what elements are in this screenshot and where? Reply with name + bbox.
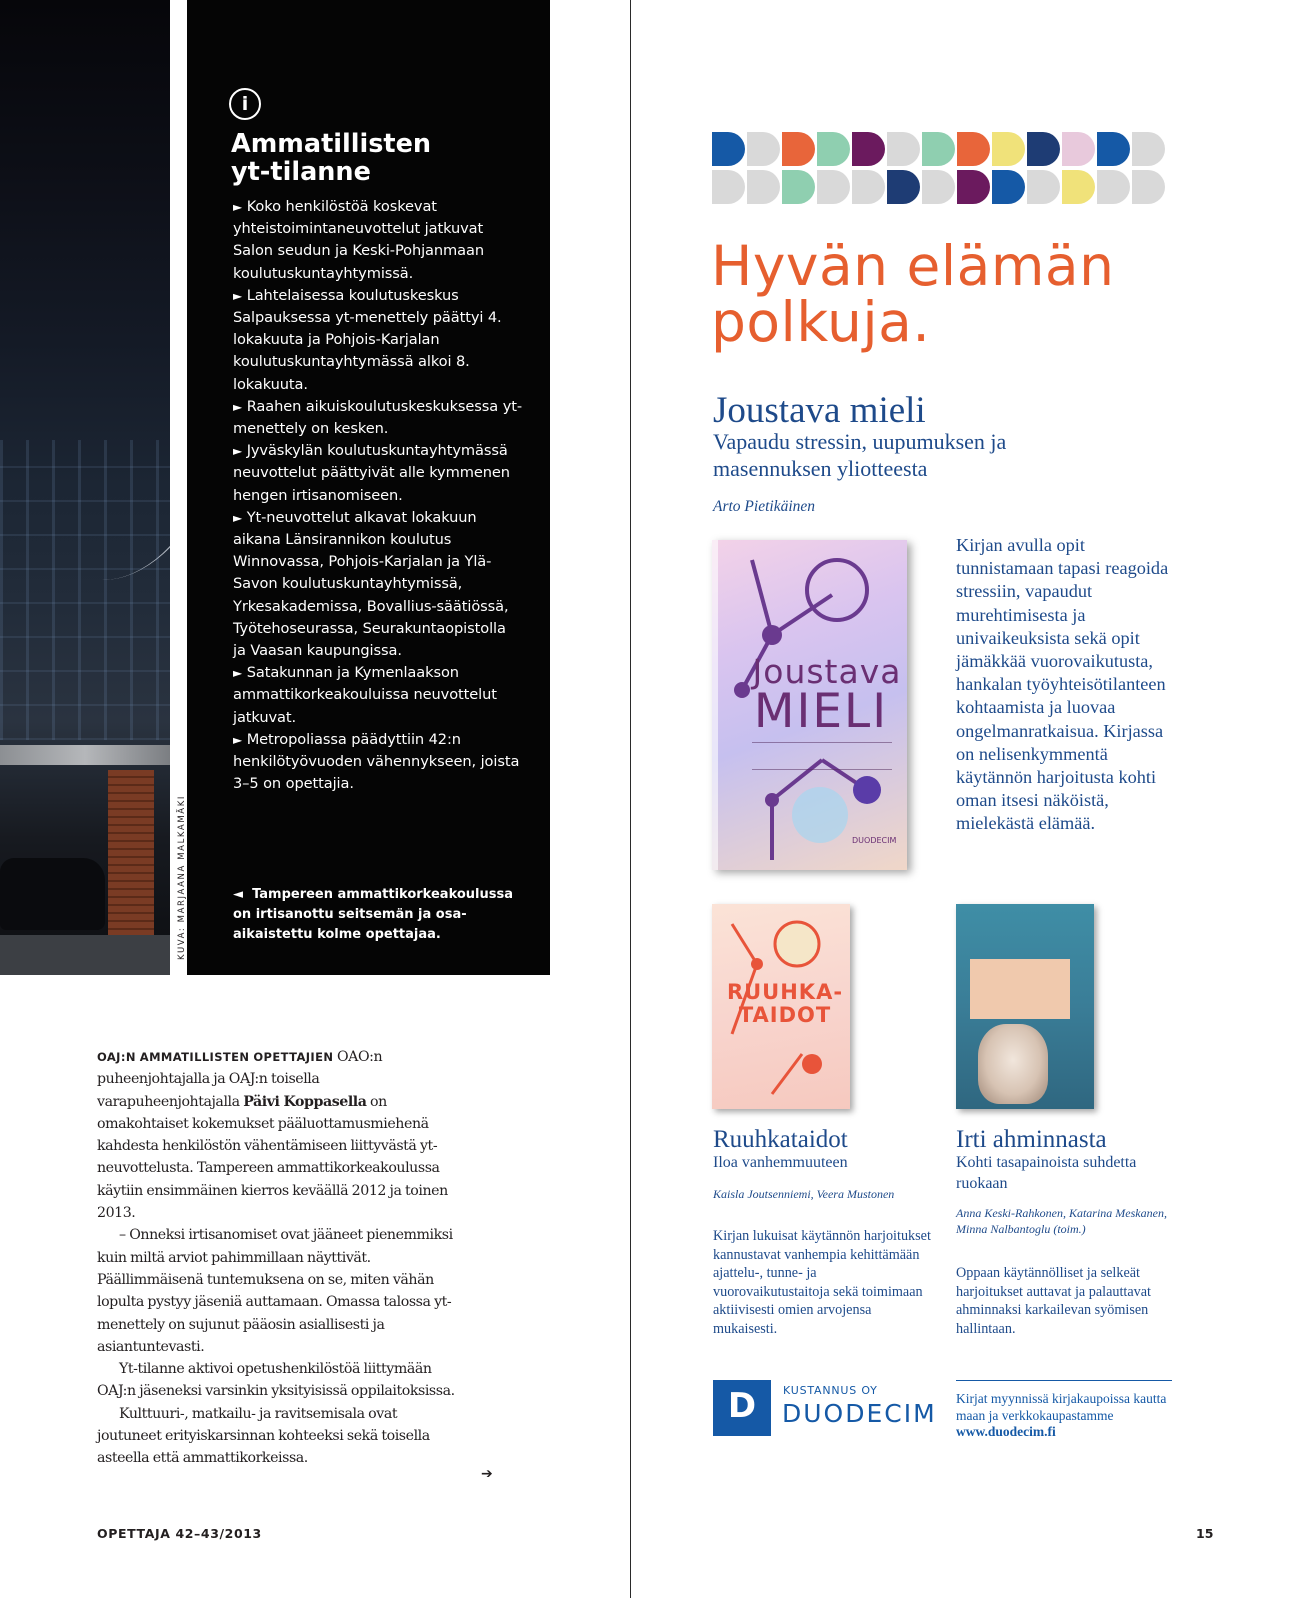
pattern-tile	[1132, 170, 1165, 204]
decorative-pattern	[712, 132, 1172, 206]
cover-label	[970, 959, 1070, 1019]
book2-description: Kirjan lukuisat käytännön harjoitukset kannustavat vanhempia kehittämään ajattelu-, tunne- ja vuorovaikutustaitoja sekä toimimaan aktiivisesti omien arvojensa mukaisesti.	[713, 1228, 931, 1337]
pattern-tile	[1097, 170, 1130, 204]
ruuhkataidot-cover	[712, 904, 850, 1109]
info-icon: i	[229, 88, 261, 120]
shop-info: Kirjat myynnissä kirjakaupoissa kautta maan ja verkkokaupastamme	[956, 1391, 1167, 1423]
cover-publisher: DUODECIM	[852, 836, 897, 845]
bullet-icon: ►	[233, 732, 243, 747]
page-number: 15	[1196, 1526, 1214, 1541]
photo-caption: ◄ Tampereen ammattikorkeakoulussa on irtisanottu seitsemän ja osa-aikaistettu kolme opettajaa.	[233, 887, 514, 942]
pattern-tile	[852, 170, 885, 204]
pattern-tile	[957, 132, 990, 166]
cover-title-2: TAIDOT	[738, 1003, 832, 1027]
featured-book-description: Kirjan avulla opit tunnistamaan tapasi reagoida stressiin, vapaudut murehtimisesta ja univaikeuksista sekä opit jämäkkää vuorovaikutusta, hankalan työyhteisötilanteen kohtaamista ja luovaa ongelmanratkaisua. Kirjassa on nelisenkymmentä käytännön harjoitusta kohti oman itsesi näköistä, mielekästä elämää.	[956, 535, 1169, 834]
duodecim-logo-icon: D	[713, 1380, 771, 1436]
article-lead: OAJ:N AMMATILLISTEN OPETTAJIEN	[97, 1050, 334, 1064]
pattern-tile	[1097, 132, 1130, 166]
photo-brick-wall	[108, 770, 154, 960]
pattern-tile	[1062, 170, 1095, 204]
pattern-tile	[747, 132, 780, 166]
pattern-tile	[817, 170, 850, 204]
arrow-right-icon: ➔	[481, 1466, 493, 1482]
ad-headline: Hyvän elämän polkuja.	[711, 234, 1115, 354]
pattern-tile	[922, 132, 955, 166]
pattern-tile	[992, 170, 1025, 204]
featured-book-subtitle: Vapaudu stressin, uupumuksen ja masennuksen yliotteesta	[713, 429, 1007, 481]
article-paragraph: OAJ:N AMMATILLISTEN OPETTAJIEN OAO:n puheenjohtajalla ja OAJ:n toisella varapuheenjohtajalla Päivi Koppasella on omakohtaiset kokemukset pääluottamusmiehenä kahdesta henkilöstön vähentämiseen liittyvästä yt-neuvottelusta. Tampereen ammattikorkeakoulussa käytiin ensimmäinen kierros keväällä 2012 ja toinen 2013.	[97, 1049, 448, 1222]
photo-car	[0, 858, 105, 930]
info-item: ► Jyväskylän koulutuskuntayhtymässä neuvottelut päättyivät alle kymmenen hengen irtisanomiseen.	[233, 442, 510, 504]
person-name: Päivi Koppasella	[243, 1093, 367, 1110]
info-box	[187, 0, 550, 975]
cover-title-2: MIELI	[753, 684, 889, 739]
book2-authors: Kaisla Joutsenniemi, Veera Mustonen	[713, 1187, 895, 1201]
pattern-tile	[957, 170, 990, 204]
article-paragraph: Yt-tilanne aktivoi opetushenkilöstöä liittymään OAJ:n jäseneksi varsinkin yksityisissä oppilaitoksissa.	[97, 1361, 455, 1400]
pattern-tile	[817, 132, 850, 166]
bullet-icon: ►	[233, 200, 243, 214]
article-paragraph: – Onneksi irtisanomiset ovat jääneet pienemmiksi kuin miltä arviot pahimmillaan näyttivät. Päällimmäisenä tuntemuksena on se, miten vähän lopulta pystyy jäseniä auttamaan. Omassa talossa yt-menettely on sujunut pääosin asiallisesti ja asiantuntevasti.	[97, 1227, 453, 1355]
magazine-issue: OPETTAJA 42–43/2013	[97, 1526, 262, 1541]
book2-subtitle: Iloa vanhemmuuteen	[713, 1154, 848, 1171]
pattern-tile	[1132, 132, 1165, 166]
bullet-icon: ►	[233, 510, 243, 525]
pattern-tile	[712, 132, 745, 166]
info-item: ► Raahen aikuiskoulutuskeskuksessa yt-menettely on kesken.	[233, 397, 523, 438]
divider	[956, 1380, 1172, 1381]
cover-title-1: RUUHKA-	[726, 980, 844, 1004]
info-item: ► Metropoliassa päädyttiin 42:n henkilötyövuoden vähennykseen, joista 3–5 on opettajia.	[233, 730, 520, 793]
pattern-tile	[992, 132, 1025, 166]
building-photo	[0, 0, 170, 975]
pattern-tile	[887, 132, 920, 166]
article-paragraph: Kulttuuri-, matkailu- ja ravitsemisala ovat joutuneet erityiskarsinnan kohteeksi sekä toisella asteella että ammattikorkeissa.	[97, 1405, 430, 1467]
info-item: ► Lahtelaisessa koulutuskeskus Salpauksessa yt-menettely päättyi 4. lokakuuta ja Pohjois-Karjalan koulutuskuntayhtymässä alkoi 8. lokakuuta.	[233, 286, 502, 393]
bullet-icon: ►	[233, 666, 243, 681]
article-body	[97, 1046, 457, 1470]
pattern-tile	[782, 132, 815, 166]
pattern-tile	[887, 170, 920, 204]
bullet-icon: ►	[233, 288, 243, 303]
cover-title-1: Joustava	[752, 652, 902, 691]
pattern-tile	[1062, 132, 1095, 166]
book3-authors: Anna Keski-Rahkonen, Katarina Meskanen, Minna Nalbantoglu (toim.)	[956, 1206, 1167, 1236]
publisher-name: DUODECIM	[782, 1399, 937, 1428]
info-item: ► Koko henkilöstöä koskevat yhteistoimintaneuvottelut jatkuvat Salon seudun ja Keski-Pohjanmaan koulutuskuntayhtymissä.	[233, 198, 485, 282]
photo-roof	[0, 745, 170, 765]
info-item: ► Yt-neuvottelut alkavat lokakuun aikana Länsirannikon koulutus Winnovassa, Pohjois-Karjalan ja Ylä-Savon koulutuskuntayhtymissä, Yrkesakademissa, Bovallius-säätiössä, Työtehoseurassa, Seurakuntaopistolla ja Vaasan kaupungissa.	[233, 508, 509, 660]
bullet-icon: ►	[233, 444, 243, 459]
bullet-icon: ►	[233, 399, 243, 414]
pattern-tile	[712, 170, 745, 204]
info-box-list	[233, 196, 523, 795]
book3-subtitle: Kohti tasapainoista suhdetta ruokaan	[956, 1154, 1137, 1192]
pattern-tile	[852, 132, 885, 166]
featured-book-title: Joustava mieli	[713, 390, 926, 431]
publisher-link[interactable]: www.duodecim.fi	[956, 1424, 1056, 1439]
book3-description: Oppaan käytännölliset ja selkeät harjoitukset auttavat ja palauttavat ahminnaksi karkailevan syömisen hallintaan.	[956, 1265, 1152, 1337]
photo-ground	[0, 935, 170, 975]
irti-ahminnasta-cover	[956, 904, 1094, 1109]
info-box-title: Ammatillisten yt-tilanne	[231, 129, 432, 187]
featured-book-author: Arto Pietikäinen	[713, 498, 816, 515]
pattern-tile	[1027, 132, 1060, 166]
pattern-tile	[922, 170, 955, 204]
pattern-tile	[1027, 170, 1060, 204]
photo-glass-facade	[0, 440, 170, 740]
info-item: ► Satakunnan ja Kymenlaakson ammattikorkeakouluissa neuvottelut jatkuvat.	[233, 664, 497, 726]
pattern-tile	[747, 170, 780, 204]
photo-credit: KUVA: MARJAANA MALKAMÄKI	[177, 795, 187, 960]
pattern-tile	[782, 170, 815, 204]
featured-book-cover	[712, 540, 907, 870]
cover-figurine	[978, 1024, 1048, 1104]
page-gutter	[630, 0, 631, 1598]
book2-title: Ruuhkataidot	[713, 1126, 848, 1153]
caption-arrow-icon: ◄	[233, 887, 243, 902]
cover-subtitle-lines	[752, 742, 892, 770]
book3-title: Irti ahminnasta	[956, 1126, 1107, 1153]
publisher-label: KUSTANNUS OY	[783, 1384, 878, 1397]
